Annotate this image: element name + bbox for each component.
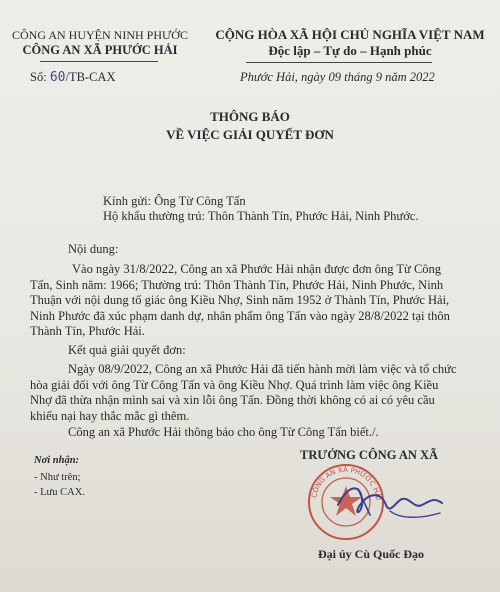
- doc-no-suffix: /TB-CAX: [65, 70, 116, 84]
- paragraph-line: Thành Tín, Phước Hải.: [30, 324, 145, 338]
- paragraph-line: hòa giải đối với ông Từ Công Tấn và ông Kiều Nhợ. Quá trình làm việc ông Kiều: [30, 377, 439, 392]
- paragraph-line: Ninh Phước đã xúc phạm danh dự, nhân phẩm ông Tấn vào ngày 28/8/2022 tại thôn: [30, 308, 450, 323]
- recipients-label: Nơi nhận:: [34, 455, 80, 466]
- agency-underline: [40, 61, 158, 62]
- paragraph-line: Tấn, Sinh năm: 1966; Thường trú: Thôn Thành Tín, Phước Hải, Ninh Phước, Ninh: [30, 277, 444, 292]
- national-motto: Độc lập – Tự do – Hạnh phúc: [268, 43, 432, 58]
- signer-title: TRƯỞNG CÔNG AN XÃ: [300, 448, 439, 462]
- agency-line-2: CÔNG AN XÃ PHƯỚC HẢI: [22, 43, 178, 57]
- doc-no-value: 60: [49, 70, 66, 85]
- content-heading: Nội dung:: [68, 242, 119, 256]
- motto-underline: [246, 62, 432, 63]
- paragraph-line: khiếu nại hay thắc mắc gì thêm.: [30, 408, 190, 423]
- document-subject: [0, 127, 500, 143]
- subject-text: VỀ VIỆC GIẢI QUYẾT ĐƠN: [166, 127, 334, 142]
- document-number: [30, 70, 115, 85]
- recipient-item: - Như trên;: [34, 472, 81, 483]
- paragraph-line: Thuận với nội dung tố giác ông Kiều Nhợ, Sinh năm 1952 ở Thành Tín, Phước Hải,: [30, 293, 450, 307]
- paragraph-line: Ngày 08/9/2022, Công an xã Phước Hải đã tiến hành mời làm việc và tổ chức: [68, 362, 457, 376]
- content-paragraph-2: [30, 362, 457, 424]
- content-paragraph-1: [30, 262, 450, 340]
- paragraph-line: Nhợ đã thừa nhận mình sai và xin lỗi ông Tấn. Đồng thời không có ai có yêu cầu: [30, 393, 435, 407]
- paragraph-line: Vào ngày 31/8/2022, Công an xã Phước Hải nhận được đơn ông Từ Công: [72, 262, 442, 276]
- stamp-text: CÔNG AN XÃ PHƯỚC HẢI: [310, 465, 382, 501]
- recipient-address: Hộ khẩu thường trú: Thôn Thành Tín, Phước Hải, Ninh Phước.: [103, 209, 419, 223]
- handwritten-signature: [330, 475, 450, 525]
- recipient-item: - Lưu CAX.: [34, 487, 85, 498]
- signer-name: Đại úy Cù Quốc Đạo: [318, 547, 425, 561]
- result-heading: Kết quả giải quyết đơn:: [68, 343, 186, 357]
- document-title: THÔNG BÁO: [210, 109, 290, 124]
- agency-line-1: CÔNG AN HUYỆN NINH PHƯỚC: [12, 28, 188, 42]
- national-title: CỘNG HÒA XÃ HỘI CHỦ NGHĨA VIỆT NAM: [215, 27, 485, 42]
- closing-line: Công an xã Phước Hải thông báo cho ông Từ Công Tấn biết./.: [68, 425, 379, 439]
- recipient-line: Kính gửi: Ông Từ Công Tấn: [103, 194, 246, 208]
- place-date: Phước Hải, ngày 09 tháng 9 năm 2022: [240, 70, 435, 84]
- doc-no-prefix: Số:: [30, 70, 50, 84]
